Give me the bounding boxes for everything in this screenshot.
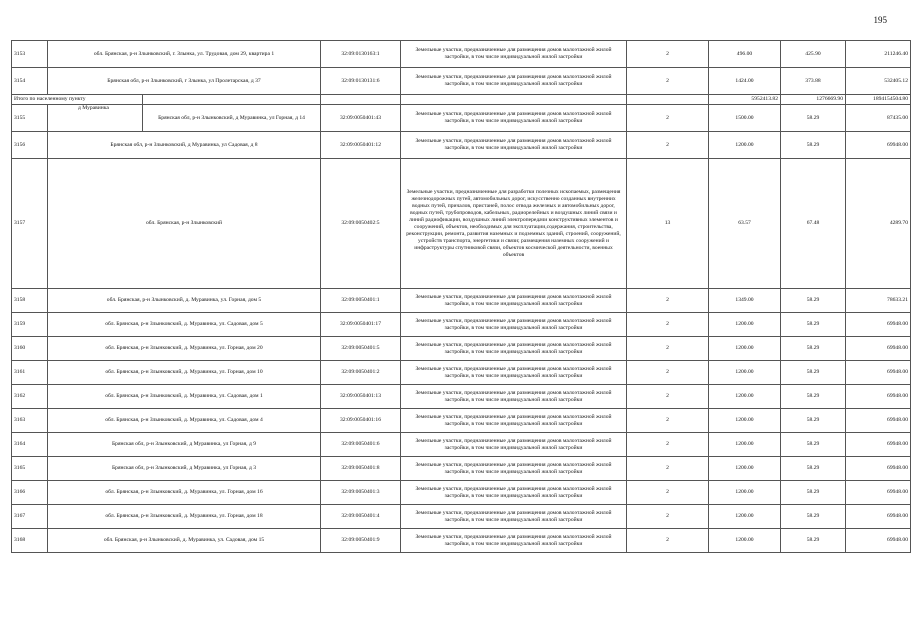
table-row: [12, 385, 911, 409]
row-number: 3160: [12, 337, 48, 361]
land-use-cell: Земельные участки, предназначенные для разработки полезных ископаемых, размещения железнодорожных путей, автомобильных дорог, искусственно созданных внутренних водных путей, причалов, пристаней, полос отвода железных и автомобильных дорог, водных путей, трубопроводов, кабельных, радиорелейных и воздушных линий связи и линий радиофикации, воздушных линий электропередачи конструктивных элементов и сооружений, объектов, необходимых для эксплуатации,содержания, строительства, реконструкции, ремонта, развития наземных и подземных зданий, строений, сооружений, устройств транспорта, энергетики и связи; размещения наземных сооружений и инфраструктуры спутниковой связи, объектов космической деятельности, военных объектов: [401, 159, 627, 289]
table-row: [12, 159, 911, 289]
rate-cell: 58.29: [781, 385, 846, 409]
total-row: [12, 95, 911, 105]
row-number: 3153: [12, 41, 48, 68]
category-cell: 2: [627, 385, 709, 409]
rate-cell: 58.29: [781, 337, 846, 361]
address-cell: обл. Брянская, р-н Злынковский: [48, 159, 321, 289]
cadastral-number-cell: 32:09:0050401:9: [321, 529, 401, 553]
cadastral-number-cell: 32:09:0130131:6: [321, 68, 401, 95]
row-number: 3157: [12, 159, 48, 289]
row-number: 3159: [12, 313, 48, 337]
area-cell: 1200.00: [709, 433, 781, 457]
address-cell: обл. Брянская, р-н Злынковский, д. Муравинка, ул. Садовая, дом 15: [48, 529, 321, 553]
address-cell: Брянская обл, р-н Злынковский, д Муравинка, ул Горная, д 3: [48, 457, 321, 481]
category-cell: 2: [627, 105, 709, 132]
value-cell: 78633.21: [846, 289, 911, 313]
rate-cell: 58.29: [781, 132, 846, 159]
category-cell: 2: [627, 409, 709, 433]
area-cell: 63.57: [709, 159, 781, 289]
area-cell: 1200.00: [709, 385, 781, 409]
total-rate: 1276669.90: [781, 95, 846, 105]
cadastral-number-cell: 32:09:0050401:12: [321, 132, 401, 159]
table-row: [12, 361, 911, 385]
category-cell: 2: [627, 433, 709, 457]
category-cell: 2: [627, 505, 709, 529]
row-number: 3154: [12, 68, 48, 95]
rate-cell: 58.29: [781, 481, 846, 505]
land-use-cell: Земельные участки, предназначенные для размещения домов малоэтажной жилой застройки, в том числе индивидуальной жилой застройки: [401, 505, 627, 529]
value-cell: 69948.00: [846, 457, 911, 481]
category-cell: 2: [627, 457, 709, 481]
address-cell: обл. Брянская, р-н Злынковский, д. Муравинка, ул. Горная, дом 20: [48, 337, 321, 361]
row-number: 3167: [12, 505, 48, 529]
total-value: 1894154504.80: [846, 95, 911, 105]
row-number: 3155: [12, 105, 48, 132]
rate-cell: 373.88: [781, 68, 846, 95]
rate-cell: 58.29: [781, 105, 846, 132]
row-number: 3163: [12, 409, 48, 433]
cadastral-number-cell: 32:09:0050401:17: [321, 313, 401, 337]
table-row: [12, 457, 911, 481]
row-number: 3161: [12, 361, 48, 385]
cadastral-number-cell: 32:09:0050401:13: [321, 385, 401, 409]
rate-cell: 425.90: [781, 41, 846, 68]
value-cell: 69948.00: [846, 132, 911, 159]
land-use-cell: Земельные участки, предназначенные для размещения домов малоэтажной жилой застройки, в том числе индивидуальной жилой застройки: [401, 433, 627, 457]
category-cell: 2: [627, 337, 709, 361]
area-cell: 1200.00: [709, 313, 781, 337]
total-label: Итого по населенному пункту: [12, 95, 143, 105]
area-cell: 1200.00: [709, 132, 781, 159]
row-number: 3164: [12, 433, 48, 457]
rate-cell: 58.29: [781, 529, 846, 553]
value-cell: 69948.00: [846, 505, 911, 529]
area-cell: 1200.00: [709, 409, 781, 433]
value-cell: 69948.00: [846, 529, 911, 553]
table-row: [12, 481, 911, 505]
category-cell: 2: [627, 361, 709, 385]
address-cell: обл. Брянская, р-н Злынковский, д. Муравинка, ул. Садовая, дом 1: [48, 385, 321, 409]
value-cell: 69948.00: [846, 313, 911, 337]
table-row: [12, 409, 911, 433]
area-cell: 1500.00: [709, 105, 781, 132]
table-row: [12, 313, 911, 337]
row-number: 3168: [12, 529, 48, 553]
table-row: [12, 529, 911, 553]
land-use-cell: Земельные участки, предназначенные для размещения домов малоэтажной жилой застройки, в том числе индивидуальной жилой застройки: [401, 385, 627, 409]
rate-cell: 58.29: [781, 457, 846, 481]
category-cell: 2: [627, 529, 709, 553]
rate-cell: 58.29: [781, 313, 846, 337]
cadastral-number-cell: 32:09:0050401:2: [321, 361, 401, 385]
rate-cell: 58.29: [781, 361, 846, 385]
value-cell: 532405.12: [846, 68, 911, 95]
address-cell: обл. Брянская, р-н Злынковский, д. Муравинка, ул. Садовая, дом 5: [48, 313, 321, 337]
table-row: [12, 337, 911, 361]
cadastral-number-cell: 32:09:0050401:1: [321, 289, 401, 313]
land-use-cell: Земельные участки, предназначенные для размещения домов малоэтажной жилой застройки, в том числе индивидуальной жилой застройки: [401, 313, 627, 337]
cadastral-number-cell: 32:09:0050401:5: [321, 337, 401, 361]
category-cell: 2: [627, 481, 709, 505]
row-number: 3156: [12, 132, 48, 159]
category-cell: 2: [627, 313, 709, 337]
value-cell: 69948.00: [846, 337, 911, 361]
table-row: [12, 68, 911, 95]
address-cell: обл. Брянская, р-н Злынковский, д. Муравинка, ул. Горная, дом 5: [48, 289, 321, 313]
rate-cell: 58.29: [781, 505, 846, 529]
cadastral-number-cell: 32:09:0050401:4: [321, 505, 401, 529]
total-area: 5952413.82: [709, 95, 781, 105]
cadastral-number-cell: 32:09:0050401:8: [321, 457, 401, 481]
category-cell: 2: [627, 41, 709, 68]
value-cell: 211246.40: [846, 41, 911, 68]
category-cell: 13: [627, 159, 709, 289]
table-row: [12, 289, 911, 313]
row-number: 3158: [12, 289, 48, 313]
land-use-cell: Земельные участки, предназначенные для размещения домов малоэтажной жилой застройки, в том числе индивидуальной жилой застройки: [401, 68, 627, 95]
land-use-cell: Земельные участки, предназначенные для размещения домов малоэтажной жилой застройки, в том числе индивидуальной жилой застройки: [401, 41, 627, 68]
cadastral-number-cell: 32:09:0050401:3: [321, 481, 401, 505]
land-use-cell: Земельные участки, предназначенные для размещения домов малоэтажной жилой застройки, в том числе индивидуальной жилой застройки: [401, 361, 627, 385]
rate-cell: 58.29: [781, 409, 846, 433]
address-cell: Брянская обл, р-н Злынковский, д Муравинка, ул Горная, д 14: [143, 105, 321, 132]
table-row: [12, 505, 911, 529]
cadastral-number-cell: 32:09:0050401:6: [321, 433, 401, 457]
rate-cell: 58.29: [781, 433, 846, 457]
land-use-cell: Земельные участки, предназначенные для размещения домов малоэтажной жилой застройки, в том числе индивидуальной жилой застройки: [401, 457, 627, 481]
value-cell: 87435.00: [846, 105, 911, 132]
area-cell: 1349.00: [709, 289, 781, 313]
area-cell: 1200.00: [709, 505, 781, 529]
address-cell: Брянская обл, р-н Злынковский, д Муравинка, ул Садовая, д 8: [48, 132, 321, 159]
page-number: 195: [873, 15, 887, 25]
area-cell: 1200.00: [709, 529, 781, 553]
value-cell: 4289.70: [846, 159, 911, 289]
cadastral-value-table: [11, 40, 911, 553]
row-number: 3165: [12, 457, 48, 481]
locality-cell: д Муравинка: [48, 105, 143, 132]
cadastral-number-cell: 32:09:0050401:43: [321, 105, 401, 132]
value-cell: 69948.00: [846, 433, 911, 457]
cadastral-number-cell: 32:09:0130163:1: [321, 41, 401, 68]
land-use-cell: Земельные участки, предназначенные для размещения домов малоэтажной жилой застройки, в том числе индивидуальной жилой застройки: [401, 529, 627, 553]
area-cell: 496.00: [709, 41, 781, 68]
address-cell: обл. Брянская, р-н Злынковский, д. Муравинка, ул. Садовая, дом 4: [48, 409, 321, 433]
land-use-cell: Земельные участки, предназначенные для размещения домов малоэтажной жилой застройки, в том числе индивидуальной жилой застройки: [401, 409, 627, 433]
area-cell: 1200.00: [709, 361, 781, 385]
address-cell: обл. Брянская, р-н Злынковский, д. Муравинка, ул. Горная, дом 18: [48, 505, 321, 529]
value-cell: 69948.00: [846, 409, 911, 433]
area-cell: 1424.00: [709, 68, 781, 95]
area-cell: 1200.00: [709, 457, 781, 481]
land-use-cell: Земельные участки, предназначенные для размещения домов малоэтажной жилой застройки, в том числе индивидуальной жилой застройки: [401, 132, 627, 159]
category-cell: 2: [627, 289, 709, 313]
land-use-cell: Земельные участки, предназначенные для размещения домов малоэтажной жилой застройки, в том числе индивидуальной жилой застройки: [401, 105, 627, 132]
area-cell: 1200.00: [709, 337, 781, 361]
land-use-cell: Земельные участки, предназначенные для размещения домов малоэтажной жилой застройки, в том числе индивидуальной жилой застройки: [401, 289, 627, 313]
table-row: [12, 433, 911, 457]
row-number: 3166: [12, 481, 48, 505]
land-use-cell: Земельные участки, предназначенные для размещения домов малоэтажной жилой застройки, в том числе индивидуальной жилой застройки: [401, 337, 627, 361]
value-cell: 69948.00: [846, 385, 911, 409]
value-cell: 69948.00: [846, 361, 911, 385]
value-cell: 69948.00: [846, 481, 911, 505]
category-cell: 2: [627, 132, 709, 159]
address-cell: обл. Брянская, р-н Злынковский, д. Муравинка, ул. Горная, дом 16: [48, 481, 321, 505]
row-number: 3162: [12, 385, 48, 409]
category-cell: 2: [627, 68, 709, 95]
cadastral-number-cell: 32:09:0050401:16: [321, 409, 401, 433]
cadastral-number-cell: 32:09:0050402:5: [321, 159, 401, 289]
rate-cell: 58.29: [781, 289, 846, 313]
address-cell: Брянская обл, р-н Злынковский, д Муравинка, ул Горная, д 9: [48, 433, 321, 457]
table-row: [12, 105, 911, 132]
address-cell: Брянская обл, р-н Злынковский, г Злынка, ул Пролетарская, д 37: [48, 68, 321, 95]
area-cell: 1200.00: [709, 481, 781, 505]
address-cell: обл. Брянская, р-н Злынковский, д. Муравинка, ул. Горная, дом 10: [48, 361, 321, 385]
address-cell: обл. Брянская, р-н Злынковский, г. Злынка, ул. Трудовая, дом 29, квартира 1: [48, 41, 321, 68]
rate-cell: 67.48: [781, 159, 846, 289]
land-use-cell: Земельные участки, предназначенные для размещения домов малоэтажной жилой застройки, в том числе индивидуальной жилой застройки: [401, 481, 627, 505]
table-row: [12, 41, 911, 68]
table-row: [12, 132, 911, 159]
